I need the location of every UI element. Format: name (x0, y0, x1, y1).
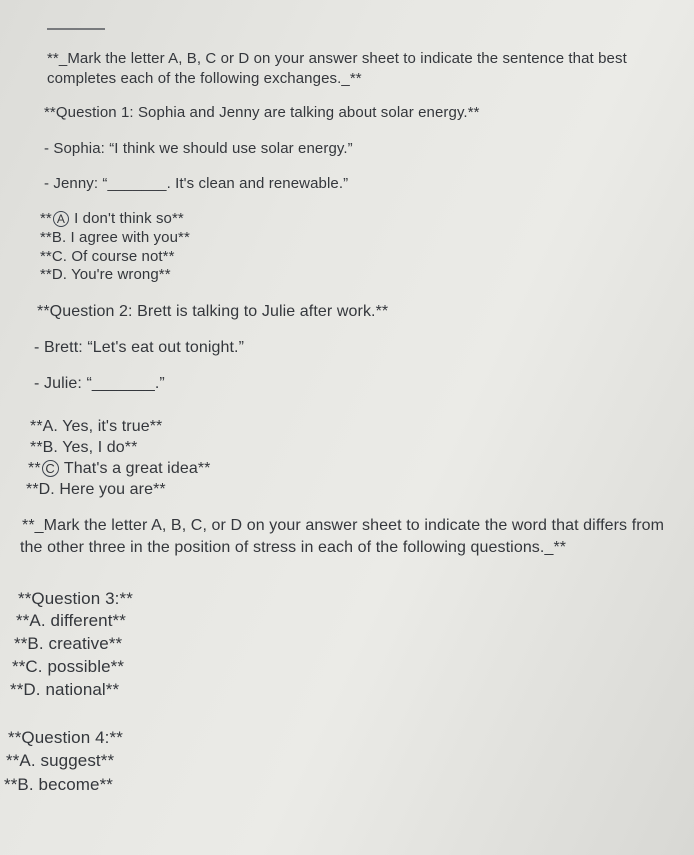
question-2-title: **Question 2: Brett is talking to Julie after work.** (37, 303, 389, 320)
circled-answer-a: A (53, 211, 69, 227)
question-2-option-c (28, 459, 211, 479)
question-1-option-a (40, 210, 184, 228)
question-3-title: **Question 3:** (18, 589, 133, 608)
question-2-option-a: **A. Yes, it's true** (30, 418, 163, 435)
question-3-option-a: **A. different** (16, 611, 126, 630)
instructions-1-line-2: completes each of the following exchanges._** (47, 70, 362, 87)
question-2-julie-line: - Julie: “_______.” (34, 375, 165, 392)
question-1-sophia-line: - Sophia: “I think we should use solar energy.” (44, 140, 353, 157)
option-c-text: That's a great idea** (59, 460, 211, 477)
option-a-text: I don't think so** (69, 210, 184, 227)
circled-answer-c: C (42, 460, 59, 477)
question-3-option-d: **D. national** (10, 680, 120, 699)
question-4-option-b: **B. become** (4, 775, 114, 794)
option-c-prefix: ** (28, 460, 41, 477)
instructions-1-line-1: **_Mark the letter A, B, C or D on your answer sheet to indicate the sentence that best (47, 50, 627, 67)
question-3-option-c: **C. possible** (12, 657, 125, 676)
question-1-title: **Question 1: Sophia and Jenny are talking about solar energy.** (44, 104, 480, 121)
top-dash-line (47, 28, 105, 30)
question-1-option-d: **D. You're wrong** (40, 266, 171, 283)
question-4-option-a: **A. suggest** (6, 751, 115, 770)
question-1-option-c: **C. Of course not** (40, 248, 175, 265)
question-2-brett-line: - Brett: “Let's eat out tonight.” (34, 339, 245, 356)
question-1-option-b: **B. I agree with you** (40, 229, 190, 246)
question-3-option-b: **B. creative** (14, 634, 123, 653)
question-2-option-b: **B. Yes, I do** (30, 439, 138, 456)
instructions-2-line-2: the other three in the position of stress in each of the following questions._** (20, 539, 567, 556)
question-4-title: **Question 4:** (8, 728, 123, 747)
question-2-option-d: **D. Here you are** (26, 481, 166, 498)
question-1-jenny-line: - Jenny: “_______. It's clean and renewable.” (44, 175, 349, 192)
instructions-2-line-1: **_Mark the letter A, B, C, or D on your answer sheet to indicate the word that differs from (22, 517, 665, 534)
option-a-prefix: ** (40, 210, 52, 227)
